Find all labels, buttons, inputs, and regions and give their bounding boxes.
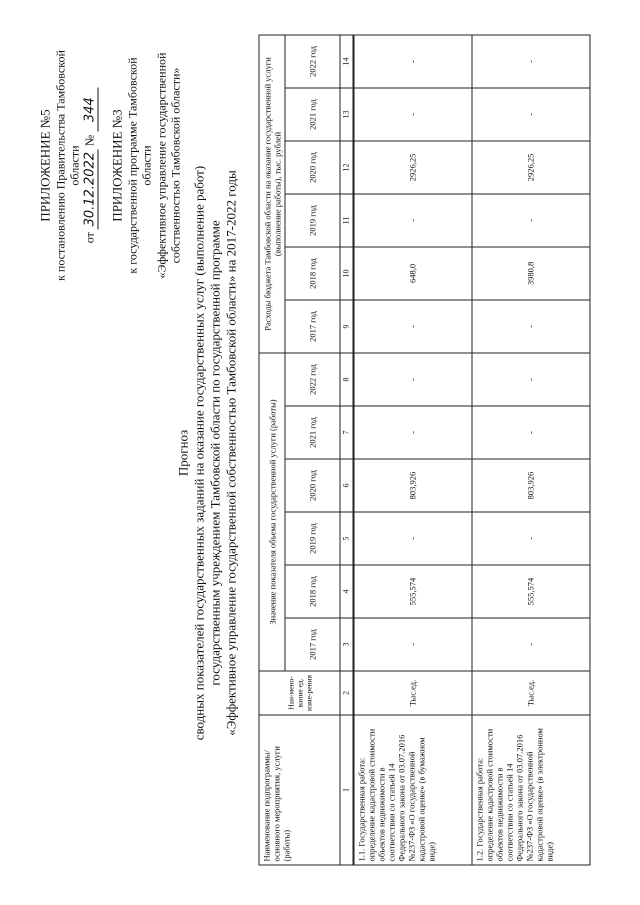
column-number: 8: [340, 352, 354, 405]
year-header: 2018 год: [285, 246, 340, 299]
row-name: 1.1. Государственная работа: определение кадастровой стоимости объектов недвижимости в соответствии со статьей 14 Федерального закона от 03.07.2016 №237-ФЗ «О государственной кадастровой оценке» (в бумажном виде): [353, 715, 471, 865]
title-line-3: «Эффективное управление государственной собственностью Тамбовской области» на 2017-2022 годы: [223, 169, 238, 736]
row-value: -: [471, 87, 589, 140]
date-number-line: [82, 40, 99, 290]
program-line-2: «Эффективное управление государственной: [153, 52, 168, 278]
header-volume-group: Значение показателя объема государственной услуги (работы): [259, 352, 285, 670]
row-value: -: [353, 406, 471, 459]
row-value: -: [471, 34, 589, 87]
table-row: [471, 34, 589, 864]
row-value: -: [353, 618, 471, 671]
row-value: -: [353, 352, 471, 405]
column-number: 1: [340, 715, 354, 865]
row-value: -: [353, 34, 471, 87]
year-header: 2021 год: [285, 406, 340, 459]
year-header: 2022 год: [285, 352, 340, 405]
row-value: -: [471, 193, 589, 246]
row-value: 803,926: [353, 459, 471, 512]
column-number: 14: [340, 34, 354, 87]
column-number: 9: [340, 299, 354, 352]
year-header: 2022 год: [285, 34, 340, 87]
program-line-1: к государственной программе Тамбовской области: [124, 56, 153, 274]
column-number: 7: [340, 406, 354, 459]
row-value: -: [353, 193, 471, 246]
program-line-3: собственностью Тамбовской области»: [168, 67, 182, 263]
appendix3-title: ПРИЛОЖЕНИЕ №3: [109, 108, 124, 222]
appendix-block: [38, 40, 183, 290]
forecast-table: [258, 34, 590, 865]
header-name-column: Наименование подпрограммы/основного мероприятия, услуги (работы): [259, 715, 340, 865]
column-number: 11: [340, 193, 354, 246]
year-header: 2021 год: [285, 87, 340, 140]
row-value: 3980,8: [471, 246, 589, 299]
column-number: 10: [340, 246, 354, 299]
document-title: [175, 0, 239, 905]
row-unit: Тыс.ед.: [471, 671, 589, 715]
column-number: 5: [340, 512, 354, 565]
row-value: -: [353, 512, 471, 565]
year-header: 2019 год: [285, 512, 340, 565]
column-number: 13: [340, 87, 354, 140]
number-handwritten: 344: [83, 87, 99, 131]
row-value: 2926,25: [471, 140, 589, 193]
row-value: 648,0: [353, 246, 471, 299]
title-line-1: сводных показателей государственных заданий на оказание государственных услуг (выполнение работ): [191, 165, 206, 740]
column-number: 2: [340, 671, 354, 715]
row-value: 555,574: [471, 565, 589, 618]
title-line-2: государственным учреждением Тамбовской области по государственной программе: [207, 219, 222, 686]
header-unit-column: Наи-мено-вание ед. изме-рения: [259, 671, 340, 715]
header-budget-group: Расходы бюджета Тамбовской области на оказание государственной услуги (выполнение работы), тыс. рублей: [259, 34, 285, 352]
title-heading: Прогноз: [175, 429, 190, 476]
year-header: 2020 год: [285, 140, 340, 193]
row-value: -: [353, 87, 471, 140]
appendix5-title: ПРИЛОЖЕНИЕ №5: [37, 108, 52, 222]
row-value: -: [471, 618, 589, 671]
row-value: 803,926: [471, 459, 589, 512]
table-row: [353, 34, 471, 864]
row-name: 1.2. Государственная работа: определение кадастровой стоимости объектов недвижимости в соответствии со статьей 14 Федерального закона от 03.07.2016 №237-ФЗ «О государственной кадастровой оценке» (в электронном виде): [471, 715, 589, 865]
date-prefix: от: [81, 231, 96, 243]
row-value: 555,574: [353, 565, 471, 618]
year-header: 2019 год: [285, 193, 340, 246]
column-number: 4: [340, 565, 354, 618]
column-number: 6: [340, 459, 354, 512]
number-prefix: №: [81, 134, 96, 146]
year-header: 2018 год: [285, 565, 340, 618]
row-value: 2926,25: [353, 140, 471, 193]
date-handwritten: 30.12.2022: [83, 149, 99, 229]
column-number: 12: [340, 140, 354, 193]
year-header: 2017 год: [285, 299, 340, 352]
row-value: -: [471, 406, 589, 459]
row-value: -: [471, 299, 589, 352]
row-value: -: [471, 512, 589, 565]
year-header: 2020 год: [285, 459, 340, 512]
row-unit: Тыс.ед.: [353, 671, 471, 715]
row-value: -: [353, 299, 471, 352]
column-number: 3: [340, 618, 354, 671]
resolution-line: к постановлению Правительства Тамбовской области: [52, 49, 81, 281]
row-value: -: [471, 352, 589, 405]
year-header: 2017 год: [285, 618, 340, 671]
